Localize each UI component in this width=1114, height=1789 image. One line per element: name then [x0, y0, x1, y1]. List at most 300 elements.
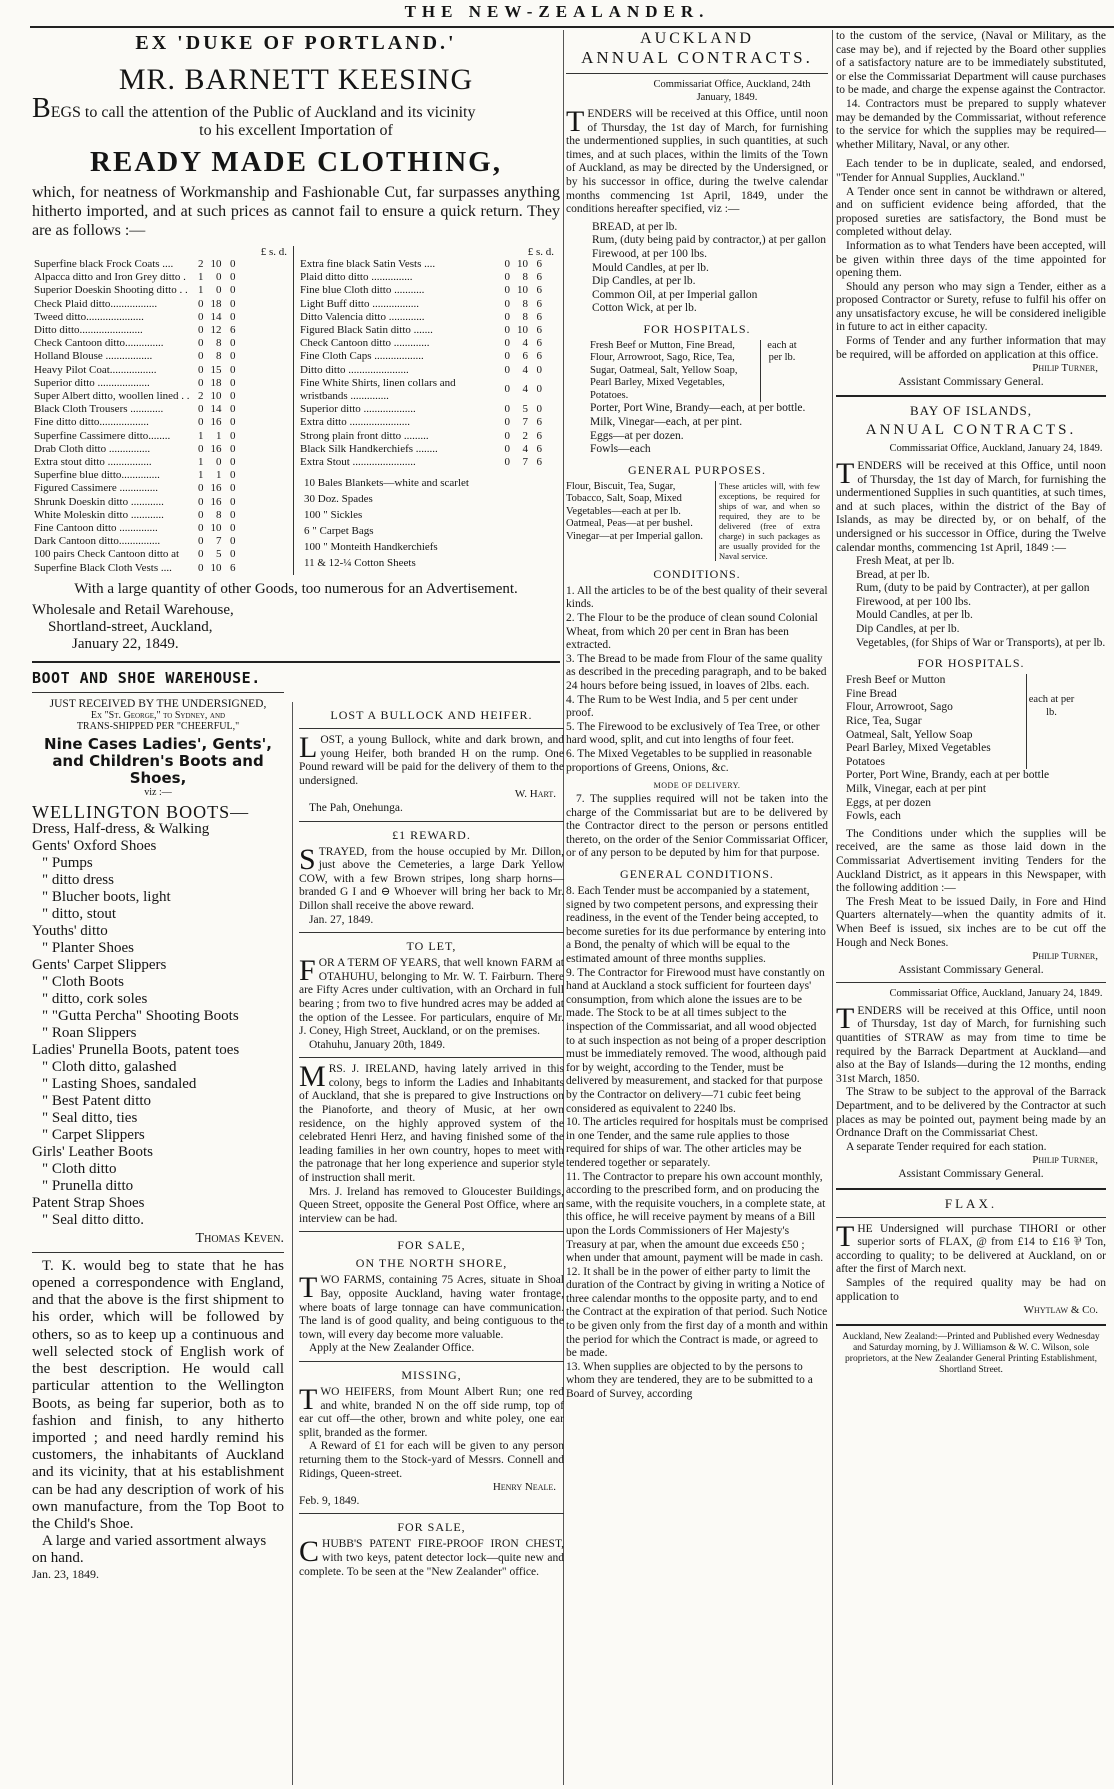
boot-list-item: " ditto, stout: [42, 905, 117, 922]
price-row: [32, 535, 238, 548]
item-name: Holland Blouse .................: [34, 350, 153, 363]
price-row: [32, 562, 238, 575]
pence: 0: [230, 363, 236, 376]
shillings: 4: [522, 363, 528, 376]
boot-list-item: " Roan Slippers: [42, 1024, 137, 1041]
hospital-item: Milk, Vinegar—each, at per pint.: [590, 416, 743, 428]
boi-hospital-more-item: Porter, Port Wine, Brandy, each at per bottle: [846, 769, 1050, 782]
shillings: 8: [216, 350, 222, 363]
price-row: [32, 430, 238, 443]
boot-list-item: " Cloth ditto, galashed: [42, 1058, 177, 1075]
price-row: [32, 443, 238, 456]
sale2-body: HUBB'S PATENT FIRE-PROOF IRON CHEST, with two keys, patent detector lock—quite new and complete. To be seen at the "New Zealander" office.: [299, 1538, 564, 1578]
item-name: Figured Black Satin ditto .......: [300, 324, 433, 337]
shillings: 7: [522, 416, 528, 429]
section-rule: [836, 1324, 1106, 1326]
general-condition-item: 11. The Contractor to prepare his own account monthly, according to the prescribed form, and on producing the same, with the requisite vouchers, in a complete state, at this office, he will receive payment by means of a Bill upon the Lords Commissioners of Her Majesty's Treasury at par, when the amount due exceeds £50 ; when under that amount, payment will be made in cash.: [566, 1170, 826, 1265]
reward-body: TRAYED, from the house occupied by Mr. Dillon, just above the Cemeteries, a large Dark Yellow COW, with a few Brown stripes, long sharp horns—branded G I and ⊖ Whoever will bring her back to Mr. Dillon shall receive the above reward.: [299, 845, 564, 912]
item-name: Superior ditto ...................: [34, 376, 150, 389]
boot-list-item: " Prunella ditto: [42, 1177, 134, 1194]
price-list-left: [32, 246, 294, 575]
section-rule: [299, 1513, 564, 1514]
item-name: Ditto Valencia ditto .............: [300, 310, 425, 323]
item-name: Black Silk Handkerchiefs ........: [300, 442, 438, 455]
pence: 0: [230, 390, 236, 403]
general-conditions-list: [566, 885, 828, 1402]
price-list-right: [294, 246, 560, 575]
sale1-title: FOR SALE,: [397, 1238, 466, 1253]
section-rule: [566, 73, 828, 74]
shillings: 8: [522, 310, 528, 323]
boot-just: JUST RECEIVED BY THE UNDERSIGNED,: [49, 697, 267, 710]
ireland-body-2: Mrs. J. Ireland has removed to Gloucester Buildings, Queen Street, opposite the General Post Office, where an interview can be had.: [299, 1185, 564, 1225]
shillings: 14: [210, 403, 222, 416]
pounds: 0: [504, 383, 510, 396]
condition-item: 6. The Mixed Vegetables to be supplied in reasonable proportions of Greens, Onions, &c.: [566, 747, 812, 774]
drop-cap: L: [299, 731, 318, 764]
column-3: [566, 30, 828, 1785]
boot-list-item: Gents' Carpet Slippers: [32, 956, 167, 973]
goods-item: 6 " Carpet Bags: [304, 525, 374, 538]
hospital-item: Fowls—each: [590, 443, 651, 456]
sale2-title: FOR SALE,: [397, 1520, 466, 1535]
goods-item: 30 Doz. Spades: [304, 493, 373, 506]
section-rule: [299, 1231, 564, 1232]
currency-header: £ s. d.: [527, 246, 554, 258]
shillings: 6: [522, 350, 528, 363]
boi-item: Dip Candles, at per lb.: [856, 623, 960, 636]
column-rule: [832, 30, 833, 1785]
pence: 6: [536, 284, 542, 297]
item-name: Superfine Cassimere ditto........: [34, 429, 171, 442]
ad-intro-2: to his excellent Importation of: [199, 122, 393, 139]
price-row: [32, 456, 238, 469]
drop-cap: F: [299, 954, 316, 988]
item-name: Tweed ditto.....................: [34, 310, 144, 323]
boot-list-item: " ditto dress: [42, 871, 114, 888]
boi-body: ENDERS will be received at this Office, until noon of Thursday, the 1st day of March, for furnishing the undermentioned Supplies in such quantities, at such times, and at such places, within the district of the Bay of Islands, as may be directed by, or on behalf, of the undersigned or his successor in Office, during the Twelve calendar months, commencing 1st April, 1849 :—: [836, 459, 1106, 554]
boi-item: Rum, (duty to be paid by Contracter), at per gallon: [856, 582, 1090, 595]
pounds: 0: [504, 284, 510, 297]
item-name: Drab Cloth ditto ...............: [34, 442, 151, 455]
general-condition-item: 9. The Contractor for Firewood must have constantly on hand at Auckland a stock sufficient for fourteen days' consumption, from which alone the issues are to be made. The Stock to be at all times subject to the inspection of the Commissariat, and all wood objected to at such inspection as not being of a proper description must be immediately removed. The wood, although paid for by weight, according to the Tender, must be delivered by measurement, and stacked for that purpose by the Contractor on delivery—71 cubic feet being considered as equivalent to 2240 lbs.: [566, 966, 827, 1115]
flax-signature: Whytlaw & Co.: [1023, 1304, 1098, 1317]
contract-duplicate: Each tender to be in duplicate, sealed, and endorsed, "Tender for Annual Supplies, Auckland.": [836, 158, 1106, 184]
flax-title: FLAX.: [944, 1195, 998, 1211]
pounds: 0: [504, 403, 510, 416]
item-name: Plaid ditto ditto ...............: [300, 271, 413, 284]
item-name: Fine Cloth Caps ..................: [300, 350, 424, 363]
price-row: [298, 337, 544, 350]
item-name: Heavy Pilot Coat.................: [34, 363, 157, 376]
price-row: [32, 403, 238, 416]
shillings: 10: [210, 390, 222, 403]
item-name: Strong plain front ditto .........: [300, 429, 429, 442]
pounds: 0: [198, 442, 204, 455]
shillings: 10: [517, 258, 528, 270]
drop-cap: T: [566, 105, 585, 138]
pounds: 0: [198, 561, 204, 574]
supplies-list: [566, 221, 828, 316]
price-table-left: [32, 258, 238, 575]
price-row: [32, 258, 238, 271]
shillings: 2: [522, 429, 528, 442]
signature-title: Assistant Commissary General.: [898, 375, 1044, 388]
boi-hospital-more-item: Milk, Vinegar, each at per pint: [846, 783, 987, 795]
price-row: [298, 298, 544, 311]
section-rule: [299, 1057, 564, 1058]
shillings: 15: [210, 363, 222, 376]
shillings: 1: [216, 429, 222, 442]
pence: 6: [536, 429, 542, 442]
shillings: 7: [216, 535, 222, 548]
boot-list-item: Girls' Leather Boots: [32, 1143, 154, 1160]
boi-hospital-more-item: Eggs, at per dozen: [846, 796, 931, 809]
ad-address: Wholesale and Retail Warehouse, Shortland-street, Auckland, January 22, 1849.: [32, 601, 234, 652]
column-4: [836, 30, 1106, 1785]
boi-hospital-item: Pearl Barley, Mixed Vegetables: [846, 742, 991, 755]
pence: 0: [230, 337, 236, 350]
pence: 6: [536, 297, 542, 310]
general-note: These articles will, with few exceptions, be required for ships of war, and when so required, they are to be delivered (free of extra charge) in such packages as are usually provided for the Naval service.: [715, 481, 820, 561]
price-row: [32, 522, 238, 535]
supply-item: Mould Candles, at per lb.: [592, 261, 709, 274]
price-row: [32, 337, 238, 350]
item-name: Extra fine black Satin Vests ....: [300, 258, 436, 270]
pounds: 0: [504, 456, 510, 469]
pence: 0: [230, 456, 236, 469]
pence: 0: [230, 416, 236, 429]
boot-list-item: " "Gutta Percha" Shooting Boots: [42, 1007, 239, 1024]
contract-14: 14. Contractors must be prepared to supply whatever may be demanded by the Commissariat, without reference to the service for which the supplies may be required—whether Military, Naval, or any other.: [836, 97, 1106, 151]
price-row: [298, 377, 544, 403]
condition-item: 2. The Flour to be the produce of clean sound Colonial Wheat, from which 20 per cent in Bran has been extracted.: [566, 611, 818, 652]
pounds: 0: [198, 508, 204, 521]
pounds: 2: [198, 390, 204, 403]
price-row: [298, 271, 544, 284]
pounds: 1: [198, 456, 204, 469]
shillings: 18: [210, 376, 222, 389]
hospital-item: Porter, Port Wine, Brandy—each, at per bottle.: [590, 402, 806, 415]
boi-hospital-item: Fine Bread: [846, 687, 897, 700]
pounds: 0: [504, 324, 510, 337]
missing-body-2: A Reward of £1 for each will be given to any person returning them to the Stock-yard of Messrs. Connell and Ridings, Queen-street.: [299, 1440, 564, 1480]
pounds: 0: [504, 297, 510, 310]
condition-item: 1. All the articles to be of the best quality of their several kinds.: [566, 584, 828, 611]
price-row: [32, 271, 238, 284]
drop-cap: T: [836, 456, 855, 490]
price-row: [32, 298, 238, 311]
let-title: TO LET,: [406, 939, 457, 954]
price-list: [32, 246, 560, 575]
pounds: 0: [198, 548, 204, 561]
item-name: Superfine blue ditto..............: [34, 469, 160, 482]
pence: 6: [536, 310, 542, 323]
pence: 0: [230, 376, 236, 389]
section-rule: [836, 395, 1106, 397]
price-row: [32, 377, 238, 390]
pounds: 0: [504, 337, 510, 350]
hospitals-title: FOR HOSPITALS.: [643, 321, 751, 336]
sale1-body: WO FARMS, containing 75 Acres, situate in Shoal Bay, opposite Auckland, having water frontage, where boats of large tonnage can have communication. The land is of good quality, and being contiguous to the town, will every day become more valuable.: [299, 1274, 564, 1341]
item-name: Shrunk Doeskin ditto ............: [34, 495, 164, 508]
supply-item: Common Oil, at per Imperial gallon: [592, 288, 758, 301]
pounds: 0: [198, 522, 204, 535]
boot-list-item: " Cloth Boots: [42, 973, 124, 990]
shillings: 7: [522, 456, 528, 469]
price-row: [32, 364, 238, 377]
shillings: 12: [210, 324, 222, 337]
pounds: 0: [504, 258, 510, 270]
boot-list-item: Gents' Oxford Shoes: [32, 837, 157, 854]
pounds: 0: [504, 350, 510, 363]
missing-body: WO HEIFERS, from Mount Albert Run; one red and white, branded N on the off side rump, top of ear cut off—the other, brown and white poley, one ear split, branded as the former.: [299, 1385, 564, 1439]
shillings: 10: [517, 284, 528, 297]
drop-cap: M: [299, 1060, 326, 1094]
pounds: 0: [198, 495, 204, 508]
pounds: 0: [504, 271, 510, 284]
price-row: [298, 311, 544, 324]
pence: 6: [536, 456, 542, 469]
price-row: [32, 324, 238, 337]
pence: 0: [230, 429, 236, 442]
goods-item: 100 " Monteith Handkerchiefs: [304, 541, 438, 554]
flax-body-2: Samples of the required quality may be had on application to: [836, 1276, 1106, 1303]
item-name: Fine White Shirts, linen collars and wristbands ..............: [300, 376, 456, 403]
pence: 6: [536, 324, 542, 337]
item-name: Figured Cassimere ..............: [34, 482, 159, 495]
general-condition-item: 8. Each Tender must be accompanied by a statement, signed by two competent persons, and expressing their readiness, in the event of the Tender being accepted, to become sureties for its due performance by entering into a Bond, the penalty of which will be equal to the estimated amount of three months supplies.: [566, 885, 826, 966]
drop-cap: T: [299, 1382, 318, 1416]
price-row: [298, 258, 544, 271]
pence: 0: [230, 508, 236, 521]
shillings: 0: [216, 284, 222, 297]
pence: 0: [230, 310, 236, 323]
price-row: [32, 548, 238, 561]
goods-list: [298, 475, 560, 571]
price-row: [298, 324, 544, 337]
boot-list-item: " Carpet Slippers: [42, 1126, 145, 1143]
pence: 0: [230, 258, 236, 270]
pounds: 0: [504, 442, 510, 455]
price-row: [298, 430, 544, 443]
pence: 6: [536, 442, 542, 455]
price-row: [298, 456, 544, 469]
goods-item: 10 Bales Blankets—white and scarlet: [304, 477, 469, 490]
pounds: 0: [198, 350, 204, 363]
shillings: 16: [210, 482, 222, 495]
pence: 0: [230, 350, 236, 363]
contract-information: Information as to what Tenders have been accepted, will be given within three days of the time appointed for opening them.: [836, 239, 1106, 280]
reward-title: £1 REWARD.: [392, 827, 471, 842]
general-purposes-title: GENERAL PURPOSES.: [628, 462, 766, 477]
boot-signature: Thomas Keven.: [195, 1230, 284, 1246]
price-row: [32, 509, 238, 522]
boi-meat: The Fresh Meat to be issued Daily, in Fore and Hind Quarters alternately—when the quantity admits of it. When Beef is issued, six inches are to be cut off the Hough and Neck Bones.: [836, 895, 1106, 949]
drop-cap: S: [299, 842, 316, 876]
item-name: Fine ditto ditto..................: [34, 416, 149, 429]
boot-trans: TRANS-SHIPPED PER "CHEERFUL,": [76, 720, 240, 732]
pence: 0: [230, 535, 236, 548]
ad-title: READY MADE CLOTHING,: [90, 146, 502, 178]
column-2: [292, 702, 564, 1785]
boot-date: Jan. 23, 1849.: [32, 1567, 99, 1582]
section-rule: [836, 1217, 1106, 1218]
pounds: 0: [198, 535, 204, 548]
price-row: [298, 364, 544, 377]
item-name: Check Cantoon ditto .............: [300, 337, 430, 350]
boot-list-item: " Seal ditto, ties: [42, 1109, 138, 1126]
supply-item: Rum, (duty being paid by contractor,) at per gallon: [592, 234, 826, 247]
ad-intro: BEGS to call the attention of the Public of Auckland and its vicinity: [32, 93, 476, 124]
condition-item: 5. The Firewood to be exclusively of Tea Tree, or other hard wood, split, and cut into lengths of four feet.: [566, 720, 820, 747]
goods-item: 100 " Sickles: [304, 509, 363, 522]
hospitals-block: [566, 340, 828, 403]
pounds: 0: [198, 416, 204, 429]
annual-contracts-title: ANNUAL CONTRACTS.: [581, 48, 813, 67]
conditions-title: CONDITIONS.: [653, 566, 741, 581]
section-rule: [299, 932, 564, 933]
condition-item: 4. The Rum to be West India, and 5 per cent under proof.: [566, 693, 798, 720]
general-items: Flour, Biscuit, Tea, Sugar, Tobacco, Salt, Soap, Mixed Vegetables—each at per lb. Oatmeal, Peas—at per bushel. Vinegar—at per Imperial gallon.: [566, 480, 703, 542]
section-rule: [32, 692, 284, 693]
boi-item: Fresh Meat, at per lb.: [856, 555, 955, 568]
item-name: Extra ditto ......................: [300, 416, 410, 429]
shillings: 10: [210, 561, 222, 574]
boi-hospitals-more: [836, 769, 1106, 823]
pence: 0: [230, 271, 236, 284]
pounds: 0: [198, 403, 204, 416]
missing-title: MISSING,: [401, 1367, 462, 1382]
price-row: [298, 403, 544, 416]
pence: 0: [230, 442, 236, 455]
shillings: 10: [517, 324, 528, 337]
pounds: 1: [198, 271, 204, 284]
general-condition-item: 12. It shall be in the power of either party to limit the duration of the Contract by giving in writing a Notice of three calendar months to the opposite party, and to end the Contract at the expiration of that period. Such Notice to be given only from the first day of a month and within the period for which the Contract is made, or agreed to be made.: [566, 1265, 828, 1360]
boot-note-2: A large and varied assortment always on hand.: [32, 1533, 267, 1567]
shillings: 1: [216, 469, 222, 482]
pounds: 1: [198, 284, 204, 297]
flax-body: HE Undersigned will purchase TIHORI or other superior sorts of FLAX, @ from £14 to £16 ⅌ Ton, according to quality; to be delivered at Auckland, on or after the first of March next.: [836, 1222, 1106, 1276]
shillings: 16: [210, 495, 222, 508]
boi-hospitals-title: FOR HOSPITALS.: [917, 656, 1025, 671]
price-row: [32, 469, 238, 482]
boot-warehouse-ad: [32, 669, 284, 1582]
drop-cap: T: [299, 1271, 318, 1305]
pence: 6: [536, 258, 542, 270]
boot-list-item: " Cloth ditto: [42, 1160, 117, 1177]
pence: 0: [230, 522, 236, 535]
boi-items: [836, 555, 1106, 650]
boi-item: Vegetables, (for Ships of War or Transports), at per lb.: [856, 636, 1106, 649]
contract-forms: Forms of Tender and any further information that may be required, will be afforded on application at this office.: [836, 335, 1106, 361]
item-name: Extra stout ditto ................: [34, 456, 152, 469]
price-row: [32, 496, 238, 509]
pence: 0: [536, 383, 542, 396]
pence: 6: [536, 337, 542, 350]
shillings: 8: [522, 297, 528, 310]
conditions-list: [566, 585, 828, 775]
item-name: Black Cloth Trousers ............: [34, 403, 164, 416]
boot-list-item: " Blucher boots, light: [42, 888, 171, 905]
price-row: [298, 284, 544, 297]
supply-item: Firewood, at per 100 lbs.: [592, 247, 707, 260]
shillings: 16: [210, 442, 222, 455]
boi-hospitals-block: [836, 674, 1106, 769]
shillings: 10: [210, 522, 222, 535]
boot-list-item: Patent Strap Shoes: [32, 1194, 145, 1211]
item-name: Dark Cantoon ditto...............: [34, 535, 161, 548]
price-row: [32, 284, 238, 297]
shillings: 5: [216, 548, 222, 561]
boot-list: [32, 801, 284, 1229]
boot-list-item: " Pumps: [42, 854, 93, 871]
shillings: 14: [210, 310, 222, 323]
item-name: Superior ditto ...................: [300, 403, 416, 416]
shillings: 18: [210, 297, 222, 310]
section-rule: [32, 661, 560, 663]
boot-list-item: Ladies' Prunella Boots, patent toes: [32, 1041, 240, 1058]
boot-list-item: " Best Patent ditto: [42, 1092, 152, 1109]
boi-hospital-item: Potatoes: [846, 755, 885, 768]
drop-cap: C: [299, 1535, 320, 1569]
item-name: Check Cantoon ditto..............: [34, 337, 164, 350]
boi-office: Commissariat Office, Auckland, January 24, 1849.: [889, 443, 1103, 455]
contract-withdraw: A Tender once sent in cannot be withdrawn or altered, and on sufficient evidence being afforded, that the proposed sureties are satisfactory, the Bond must be completed without delay.: [836, 185, 1106, 239]
item-name: Fine blue Cloth ditto ...........: [300, 284, 425, 297]
mode-title: MODE OF DELIVERY.: [653, 781, 741, 791]
signature-name: Philip Turner,: [1032, 1154, 1098, 1167]
price-row: [32, 482, 238, 495]
pounds: 0: [198, 376, 204, 389]
pence: 6: [536, 416, 542, 429]
item-name: Extra Stout .......................: [300, 456, 416, 469]
item-name: Ditto ditto.......................: [34, 324, 143, 337]
ad-merchant-name: MR. BARNETT KEESING: [118, 63, 474, 96]
general-condition-item: 10. The articles required for hospitals must be comprised in one Tender, and the same rule applies to those required for ships of war. The other articles may be tendered together or separately.: [566, 1116, 828, 1169]
pounds: 0: [504, 429, 510, 442]
pence: 0: [230, 403, 236, 416]
masthead: THE NEW-ZEALANDER.: [404, 2, 710, 21]
pounds: 0: [198, 297, 204, 310]
general-conditions-title: GENERAL CONDITIONS.: [620, 867, 774, 882]
price-row: [32, 416, 238, 429]
contract-surety: Should any person who may sign a Tender, either as a proposed Contractor or Surety, refuse to fulfil his offer on any unsatisfactory excuse, he will be considered ineligible in future to act in either capacity.: [836, 280, 1106, 334]
boi-item: Firewood, at per 100 lbs.: [856, 595, 971, 608]
pounds: 1: [198, 429, 204, 442]
boi-hospital-item: Fresh Beef or Mutton: [846, 674, 946, 687]
item-name: Superfine Black Cloth Vests ....: [34, 561, 172, 574]
supply-item: BREAD, at per lb.: [592, 220, 678, 233]
boot-list-item: Youths' ditto: [32, 922, 108, 939]
price-row: [298, 350, 544, 363]
item-name: Light Buff ditto .................: [300, 297, 419, 310]
pence: 6: [230, 561, 236, 574]
pounds: 2: [198, 258, 204, 270]
shillings: 10: [210, 258, 222, 270]
boi-item: Mould Candles, at per lb.: [856, 609, 973, 622]
pence: 0: [536, 363, 542, 376]
pounds: 0: [198, 337, 204, 350]
price-row: [298, 443, 544, 456]
lost-body: OST, a young Bullock, white and dark brown, and young Heifer, both branded H on the rump. One Pound reward will be paid for the delivery of them to the undersigned.: [299, 734, 564, 787]
mode-body: 7. The supplies required will not be taken into the charge of the Commissariat but are to be delivered by the Contractor direct to the person or persons entitled thereto, on the order of the Senior Commissariat Officer, or of any person to be deputed by him for that purpose.: [566, 793, 828, 860]
pence: 0: [230, 482, 236, 495]
hospitals-items: Fresh Beef or Mutton, Fine Bread, Flour, Arrowroot, Sago, Rice, Tea, Sugar, Oatmeal, Salt, Yellow Soap, Pearl Barley, Mixed Vegetables, Potatoes.: [590, 339, 738, 401]
section-rule: [299, 1361, 564, 1362]
boot-list-item: " Planter Shoes: [42, 939, 134, 956]
item-name: Alpacca ditto and Iron Grey ditto .: [34, 271, 186, 284]
